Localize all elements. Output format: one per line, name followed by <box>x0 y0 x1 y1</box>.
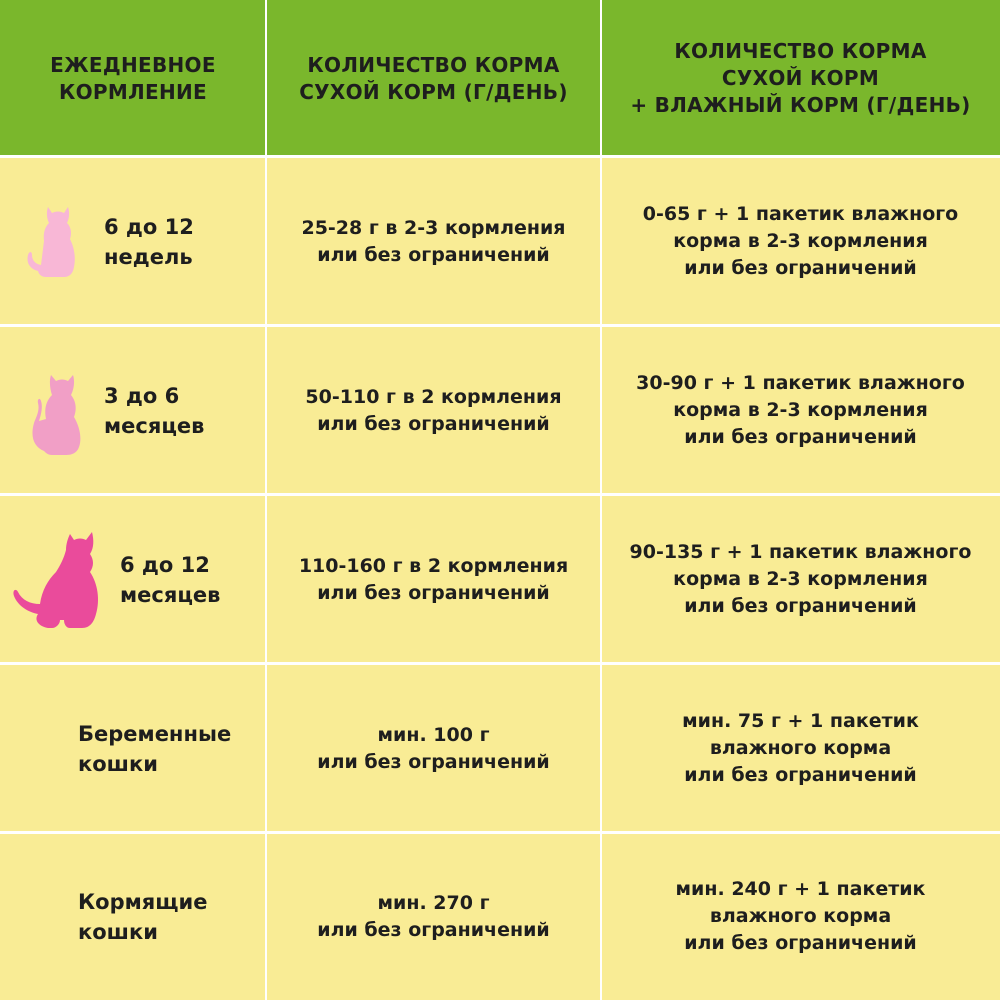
row-label-text: 3 до 6 месяцев <box>104 383 205 438</box>
mixed-amount-row-2: 30-90 г + 1 пакетик влажного корма в 2-3 кормления или без ограничений <box>601 326 1000 495</box>
mixed-amount-row-5: мин. 240 г + 1 пакетик влажного корма или без ограничений <box>601 833 1000 1000</box>
header-daily-feeding: ЕЖЕДНЕВНОЕ КОРМЛЕНИЕ <box>0 0 266 157</box>
column-divider <box>265 0 267 1000</box>
row-label-6-12-months <box>0 495 266 664</box>
row-label-3-6-months <box>0 326 266 495</box>
dry-amount-row-2: 50-110 г в 2 кормления или без ограничений <box>266 326 601 495</box>
dry-amount-row-1: 25-28 г в 2-3 кормления или без ограничений <box>266 157 601 326</box>
dry-amount-row-3: 110-160 г в 2 кормления или без ограничений <box>266 495 601 664</box>
row-divider <box>0 155 1000 158</box>
header-dry-plus-wet-amount: КОЛИЧЕСТВО КОРМА СУХОЙ КОРМ + ВЛАЖНЫЙ КОРМ (Г/ДЕНЬ) <box>601 0 1000 157</box>
row-divider <box>0 324 1000 327</box>
column-divider <box>600 0 602 1000</box>
row-label-text: 6 до 12 месяцев <box>120 552 221 607</box>
mixed-amount-row-1: 0-65 г + 1 пакетик влажного корма в 2-3 кормления или без ограничений <box>601 157 1000 326</box>
row-label-nursing-cats: Кормящие кошки <box>0 833 266 1000</box>
dry-amount-row-5: мин. 270 г или без ограничений <box>266 833 601 1000</box>
kitten-small-icon <box>24 197 96 287</box>
row-divider <box>0 493 1000 496</box>
kitten-medium-icon <box>24 361 96 461</box>
row-divider <box>0 831 1000 834</box>
kitten-large-icon <box>8 524 112 636</box>
row-label-pregnant-cats: Беременные кошки <box>0 664 266 833</box>
row-label-text: 6 до 12 недель <box>104 214 194 269</box>
dry-amount-row-4: мин. 100 г или без ограничений <box>266 664 601 833</box>
mixed-amount-row-4: мин. 75 г + 1 пакетик влажного корма или без ограничений <box>601 664 1000 833</box>
mixed-amount-row-3: 90-135 г + 1 пакетик влажного корма в 2-3 кормления или без ограничений <box>601 495 1000 664</box>
header-dry-food-amount: КОЛИЧЕСТВО КОРМА СУХОЙ КОРМ (Г/ДЕНЬ) <box>266 0 601 157</box>
row-divider <box>0 662 1000 665</box>
row-label-6-12-weeks <box>0 157 266 326</box>
